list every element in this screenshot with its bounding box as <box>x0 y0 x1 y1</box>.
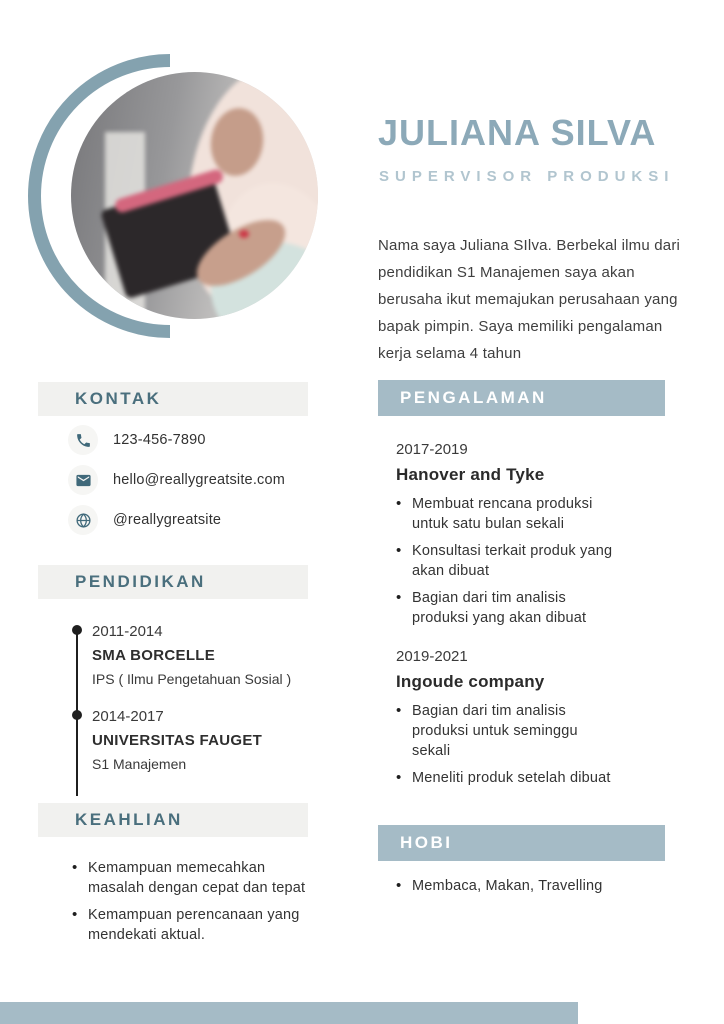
page-title: JULIANA SILVA <box>378 112 657 153</box>
education-period: 2014-2017 <box>92 708 164 725</box>
job-points <box>396 701 658 788</box>
experience-entry <box>396 438 658 635</box>
contact-list <box>68 420 308 540</box>
phone-icon <box>68 425 98 455</box>
contact-item-email[interactable] <box>68 460 308 500</box>
contact-website-value: @reallygreatsite <box>113 512 222 528</box>
profile-photo <box>71 72 318 319</box>
hobby-item: • Membaca, Makan, Travelling <box>396 876 658 896</box>
pendidikan-heading: PENDIDIKAN <box>38 565 308 599</box>
timeline-dot <box>72 625 82 635</box>
skills-list <box>72 858 310 952</box>
profile-summary: Nama saya Juliana SIlva. Berbekal ilmu dari pendidikan S1 Manajemen saya akan berusaha ikut memajukan perusahaan yang bapak pimpin. Saya memiliki pengalaman kerja selama 4 tahun <box>378 237 681 362</box>
education-detail: IPS ( Ilmu Pengetahuan Sosial ) <box>92 671 292 687</box>
skill-item: • Kemampuan memecahkan masalah dengan cepat dan tepat <box>72 858 307 898</box>
education-school: SMA BORCELLE <box>92 647 216 664</box>
keahlian-heading: KEAHLIAN <box>38 803 308 837</box>
education-school: UNIVERSITAS FAUGET <box>92 732 263 749</box>
job-point: • Meneliti produk setelah dibuat <box>396 768 620 788</box>
photo-abstract <box>71 72 318 319</box>
timeline-dot <box>72 710 82 720</box>
email-icon <box>68 465 98 495</box>
education-detail: S1 Manajemen <box>92 756 187 772</box>
job-point: • Membuat rencana produksi untuk satu bulan sekali <box>396 494 620 534</box>
education-entry <box>72 620 308 691</box>
job-points <box>396 494 658 628</box>
job-title: SUPERVISOR PRODUKSI <box>379 168 675 185</box>
experience-entry <box>396 645 658 795</box>
photo-shape-nail <box>239 230 249 238</box>
education-timeline <box>72 620 308 790</box>
job-point: • Konsultasi terkait produk yang akan dibuat <box>396 541 620 581</box>
contact-item-website[interactable] <box>68 500 308 540</box>
education-period: 2011-2014 <box>92 623 163 640</box>
job-point: • Bagian dari tim analisis produksi yang akan dibuat <box>396 588 620 628</box>
job-period: 2019-2021 <box>396 648 468 665</box>
contact-email-value: hello@reallygreatsite.com <box>113 472 286 488</box>
pengalaman-heading: PENGALAMAN <box>378 380 665 416</box>
contact-item-phone[interactable] <box>68 420 308 460</box>
footer-accent-bar <box>0 1002 578 1024</box>
job-company: Hanover and Tyke <box>396 465 545 484</box>
job-period: 2017-2019 <box>396 441 468 458</box>
skill-item: • Kemampuan perencanaan yang mendekati aktual. <box>72 905 307 945</box>
education-entry <box>72 705 308 776</box>
hobi-heading: HOBI <box>378 825 665 861</box>
kontak-heading: KONTAK <box>38 382 308 416</box>
job-company: Ingoude company <box>396 672 545 691</box>
job-point: • Bagian dari tim analisis produksi untuk seminggu sekali <box>396 701 620 761</box>
contact-phone-value: 123-456-7890 <box>113 432 206 448</box>
hobby-list <box>396 876 658 903</box>
globe-icon <box>68 505 98 535</box>
